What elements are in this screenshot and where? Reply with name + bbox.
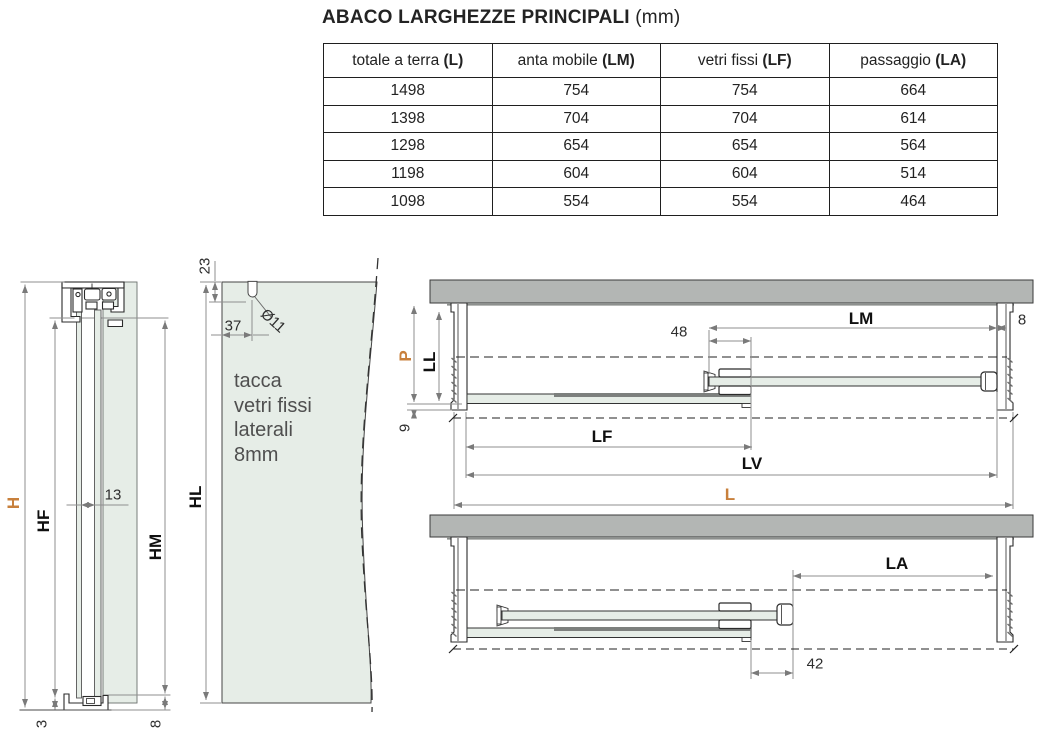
plan-closed-dimensions [407, 306, 1013, 509]
floor-guide [64, 694, 108, 710]
plan-open-drawing [430, 515, 1033, 679]
table-cell: 464 [829, 188, 998, 216]
dim-label-8-gap: 8 [1017, 311, 1027, 329]
dim-label-p: P [396, 350, 415, 362]
table-cell: 604 [661, 160, 830, 188]
table-cell: 614 [829, 105, 998, 133]
table-cell: 664 [829, 78, 998, 106]
dim-label-23: 23 [196, 257, 214, 275]
dim-label-hm: HM [146, 533, 165, 561]
dim-label-48: 48 [670, 323, 688, 341]
dim-label-9: 9 [396, 423, 414, 433]
table-cell: 654 [661, 133, 830, 161]
drill-notch [248, 281, 257, 297]
fixed-glass [467, 627, 751, 642]
dim-label-13: 13 [104, 486, 122, 504]
dim-label-8-floor: 8 [147, 719, 165, 729]
plan-closed-drawing [407, 280, 1033, 509]
glass-panel [222, 282, 377, 703]
dim-label-ll: LL [420, 351, 439, 373]
dim-label-lf: LF [591, 427, 613, 446]
dim-label-37: 37 [224, 317, 242, 335]
table-cell: 564 [829, 133, 998, 161]
dim-label-hl: HL [186, 485, 205, 509]
table-cell: 654 [492, 133, 661, 161]
note-line: 8mm [234, 443, 279, 466]
table-cell: 554 [492, 188, 661, 216]
dim-label-diameter-11: Ø11 [257, 305, 289, 337]
table-cell: 1098 [324, 188, 493, 216]
side-section-drawing [20, 282, 170, 710]
end-cap [981, 372, 997, 391]
page-title-text: ABACO LARGHEZZE PRINCIPALI [322, 7, 630, 28]
table-cell: 1298 [324, 133, 493, 161]
page-title-unit: (mm) [635, 7, 681, 28]
table-cell: 704 [492, 105, 661, 133]
table-cell: 754 [661, 78, 830, 106]
fixed-glass-pane [77, 310, 82, 698]
mobile-glass-pane [95, 310, 102, 702]
overall-dashed-line [449, 414, 1018, 422]
end-cap [777, 604, 793, 625]
table-header-cell: totale a terra (L) [324, 44, 493, 78]
note-line: laterali [234, 419, 293, 441]
dim-label-lm: LM [848, 309, 874, 328]
dim-label-42: 42 [806, 655, 824, 673]
table-cell: 1398 [324, 105, 493, 133]
table-cell: 514 [829, 160, 998, 188]
glass-notch-note [234, 369, 312, 467]
table-cell: 704 [661, 105, 830, 133]
table-cell: 554 [661, 188, 830, 216]
note-line: vetri fissi [234, 394, 312, 417]
fixed-glass [467, 393, 751, 408]
dim-label-3: 3 [33, 719, 51, 729]
overall-dashed-line [449, 645, 1018, 653]
dim-label-l: L [724, 485, 736, 504]
wall [430, 280, 1033, 303]
table-cell: 1198 [324, 160, 493, 188]
table-cell: 754 [492, 78, 661, 106]
dim-label-h: H [4, 496, 23, 510]
note-line: tacca [234, 370, 282, 392]
dim-label-hf: HF [34, 509, 53, 533]
table-header-cell: vetri fissi (LF) [661, 44, 830, 78]
table-header-cell: passaggio (LA) [829, 44, 998, 78]
dim-label-la: LA [885, 554, 909, 573]
wall [430, 515, 1033, 537]
table-cell: 1498 [324, 78, 493, 106]
dim-label-lv: LV [741, 454, 763, 473]
table-header-cell: anta mobile (LM) [492, 44, 661, 78]
table-cell: 604 [492, 160, 661, 188]
